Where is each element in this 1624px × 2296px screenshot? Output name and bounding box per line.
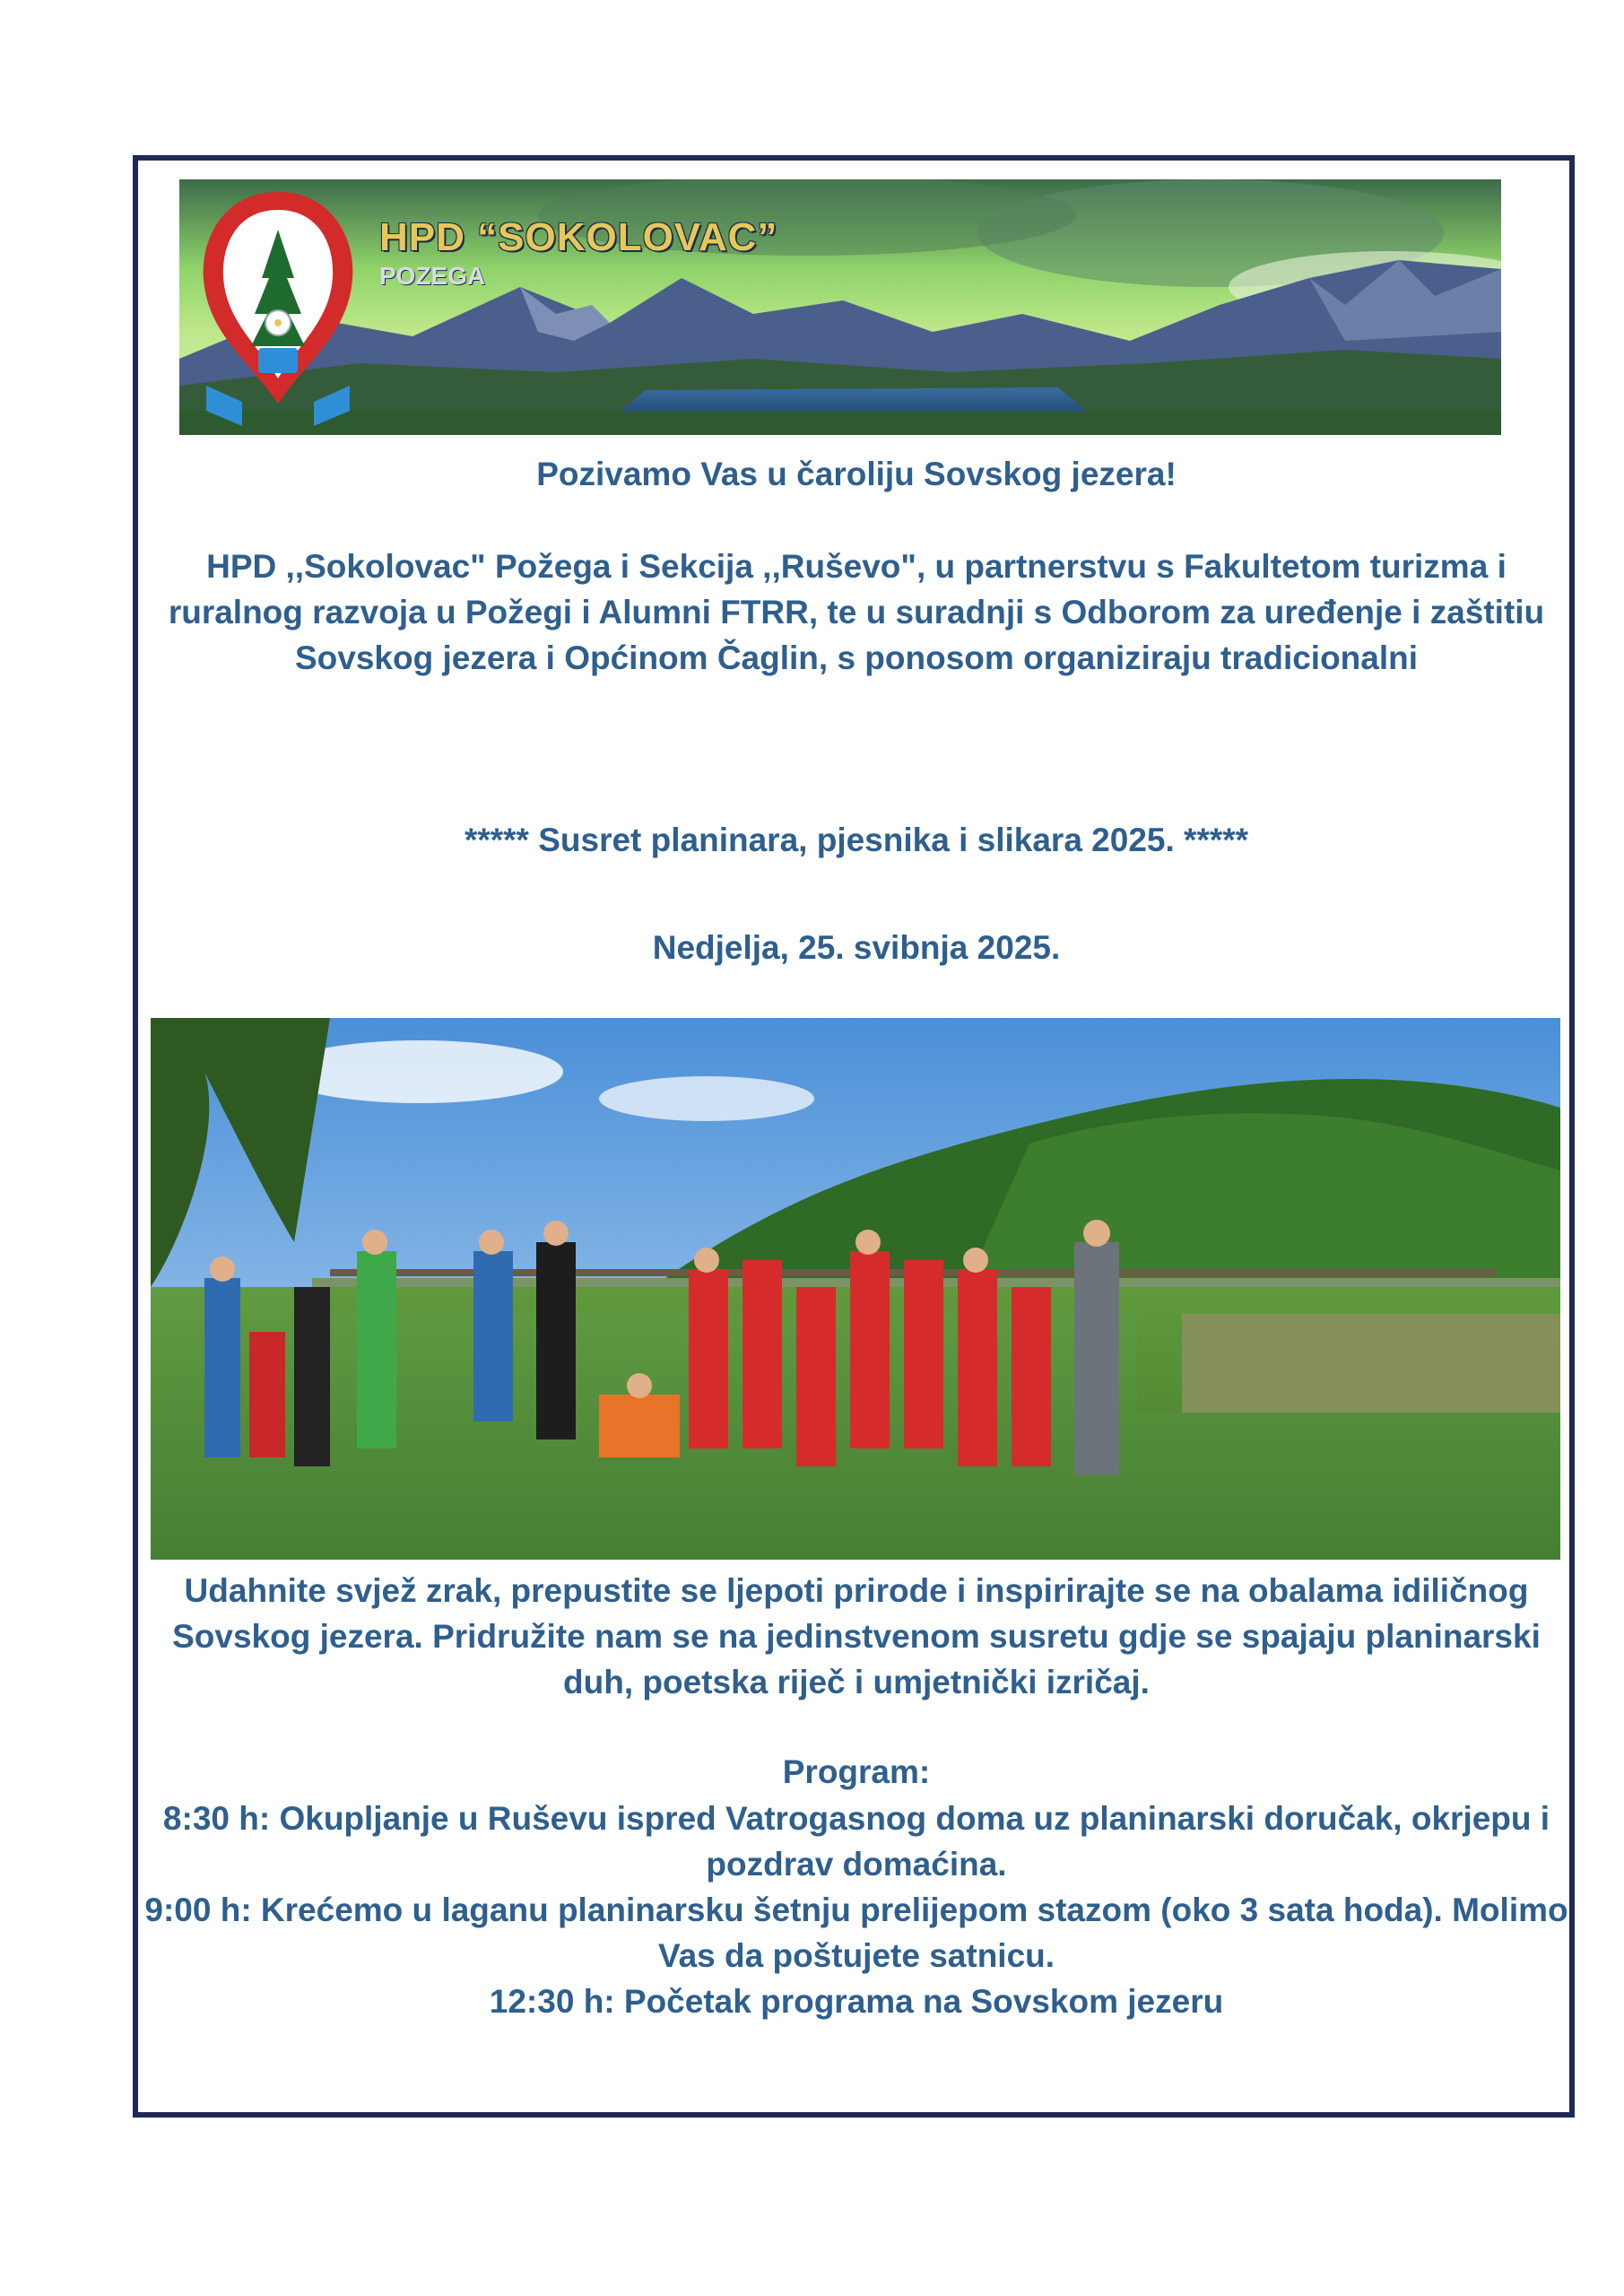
hpd-logo-icon: [179, 179, 377, 435]
description-paragraph: Udahnite svjež zrak, prepustite se ljepoti prirode i inspirirajte se na obalama idiličnog Sovskog jezera. Pridružite nam se na jedinstvenom susretu gdje se spajaju planinarski duh, poetska riječ i umjetnički izričaj.: [172, 1572, 1541, 1700]
banner-title: HPD “SOKOLOVAC”: [379, 215, 778, 259]
organizers-paragraph: HPD ,,Sokolovac" Požega i Sekcija ,,Ruševo", u partnerstvu s Fakultetom turizma i ruralnog razvoja u Požegi i Alumni FTRR, te u suradnji s Odborom za uređenje i zaštitiu Sovskog jezera i Općinom Čaglin, s ponosom organiziraju tradicionalni: [168, 548, 1545, 676]
program-item-3: 12:30 h: Početak programa na Sovskom jezeru: [489, 1983, 1224, 2020]
program-item-2: 9:00 h: Krećemo u laganu planinarsku šetnju prelijepom stazom (oko 3 sata hoda). Molimo Vas da poštujete satnicu.: [144, 1892, 1568, 1974]
group-photo-image: [151, 1018, 1560, 1560]
event-title: ***** Susret planinara, pjesnika i slikara 2025. *****: [464, 822, 1249, 858]
program-item-1: 8:30 h: Okupljanje u Ruševu ispred Vatrogasnog doma uz planinarski doručak, okrjepu i pozdrav domaćina.: [162, 1800, 1550, 1883]
program-heading: Program:: [782, 1753, 931, 1790]
group-photo: [151, 1018, 1560, 1560]
intro-line: Pozivamo Vas u čaroliju Sovskog jezera!: [536, 456, 1177, 492]
banner-subtitle: POZEGA: [379, 262, 486, 290]
event-date: Nedjelja, 25. svibnja 2025.: [652, 929, 1061, 966]
banner-landscape: [179, 179, 1501, 435]
header-banner: [179, 179, 1501, 435]
